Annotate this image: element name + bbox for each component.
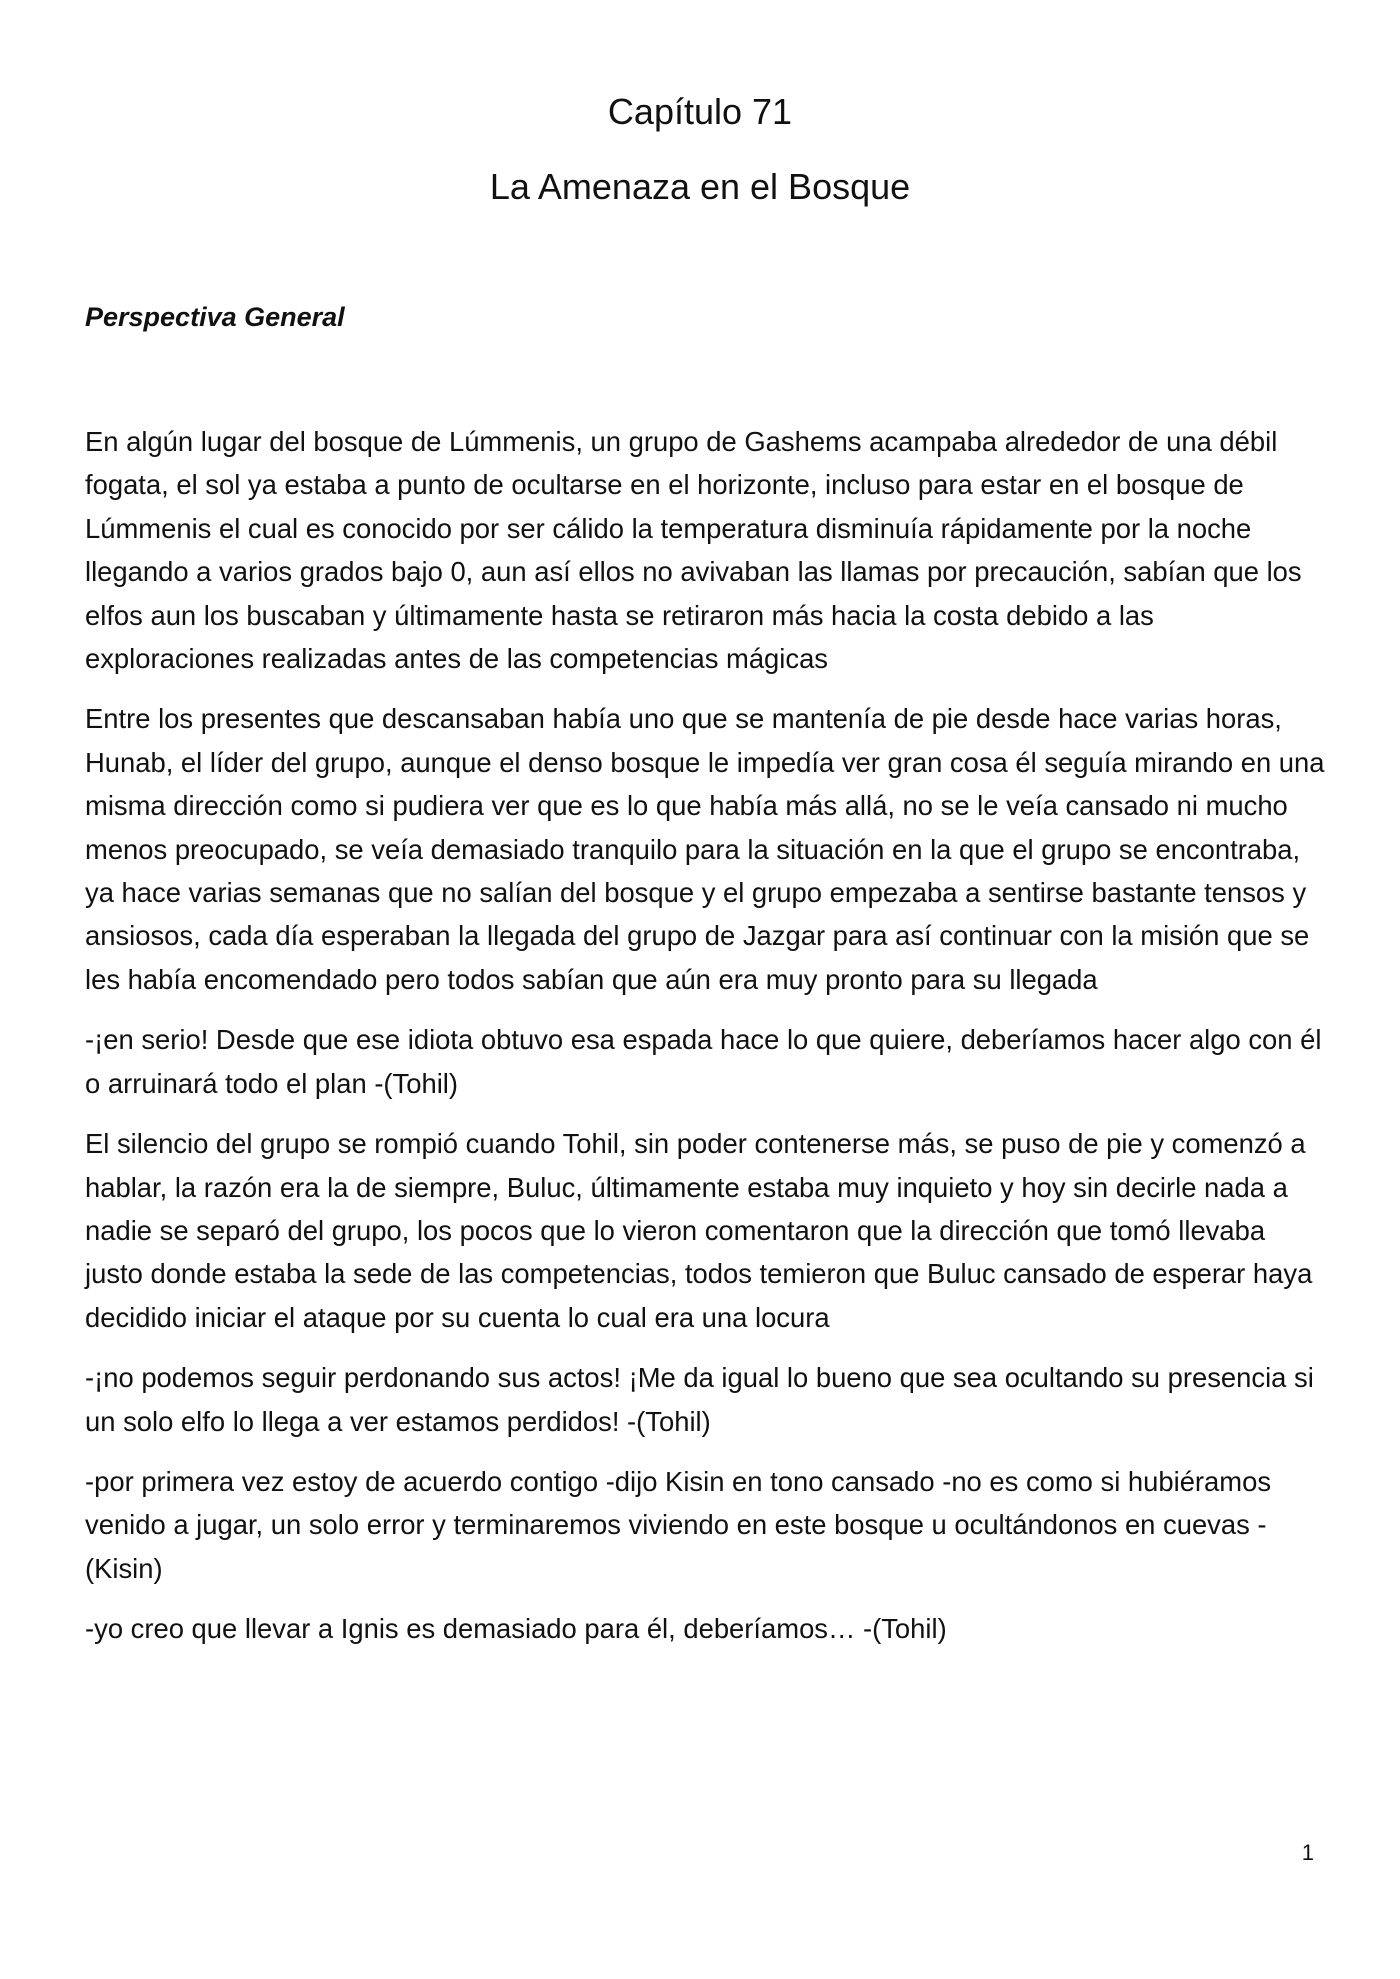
paragraph: El silencio del grupo se rompió cuando Tohil, sin poder contenerse más, se puso de pie y comenzó a hablar, la razón era la de siempre, Buluc, últimamente estaba muy inquieto y hoy sin decirle nada a nadie se separó del grupo, los pocos que lo vieron comentaron que la dirección que tomó llevaba justo donde estaba la sede de las competencias, todos temieron que Buluc cansado de esperar haya decidido iniciar el ataque por su cuenta lo cual era una locura xyxy=(85,1128,1313,1333)
chapter-title: La Amenaza en el Bosque xyxy=(489,166,911,207)
paragraph: -yo creo que llevar a Ignis es demasiado para él, deberíamos… -(Tohil) xyxy=(85,1613,947,1645)
body-text xyxy=(85,420,1325,1668)
paragraph: Entre los presentes que descansaban había uno que se mantenía de pie desde hace varias horas, Hunab, el líder del grupo, aunque el denso bosque le impedía ver gran cosa él seguía mirando en una misma dirección como si pudiera ver que es lo que había más allá, no se le veía cansado ni mucho menos preocupado, se veía demasiado tranquilo para la situación en la que el grupo se encontraba, ya hace varias semanas que no salían del bosque y el grupo empezaba a sentirse bastante tensos y ansiosos, cada día esperaban la llegada del grupo de Jazgar para así continuar con la misión que se les había encomendado pero todos sabían que aún era muy pronto para su llegada xyxy=(85,703,1325,995)
section-heading: Perspectiva General xyxy=(85,302,345,332)
paragraph: -por primera vez estoy de acuerdo contigo -dijo Kisin en tono cansado -no es como si hubiéramos venido a jugar, un solo error y terminaremos viviendo en este bosque u ocultándonos en cuevas -(Kisin) xyxy=(85,1465,1272,1584)
paragraph: -¡no podemos seguir perdonando sus actos! ¡Me da igual lo bueno que sea ocultando su presencia si un solo elfo lo llega a ver estamos perdidos! -(Tohil) xyxy=(85,1362,1314,1437)
chapter-number: Capítulo 71 xyxy=(607,91,793,132)
page-number: 1 xyxy=(1301,1840,1314,1865)
paragraph: En algún lugar del bosque de Lúmmenis, un grupo de Gashems acampaba alrededor de una débil fogata, el sol ya estaba a punto de ocultarse en el horizonte, incluso para estar en el bosque de Lúmmenis el cual es conocido por ser cálido la temperatura disminuía rápidamente por la noche llegando a varios grados bajo 0, aun así ellos no avivaban las llamas por precaución, sabían que los elfos aun los buscaban y últimamente hasta se retiraron más hacia la costa debido a las exploraciones realizadas antes de las competencias mágicas xyxy=(85,426,1302,675)
paragraph: -¡en serio! Desde que ese idiota obtuvo esa espada hace lo que quiere, deberíamos hacer algo con él o arruinará todo el plan -(Tohil) xyxy=(85,1024,1322,1099)
